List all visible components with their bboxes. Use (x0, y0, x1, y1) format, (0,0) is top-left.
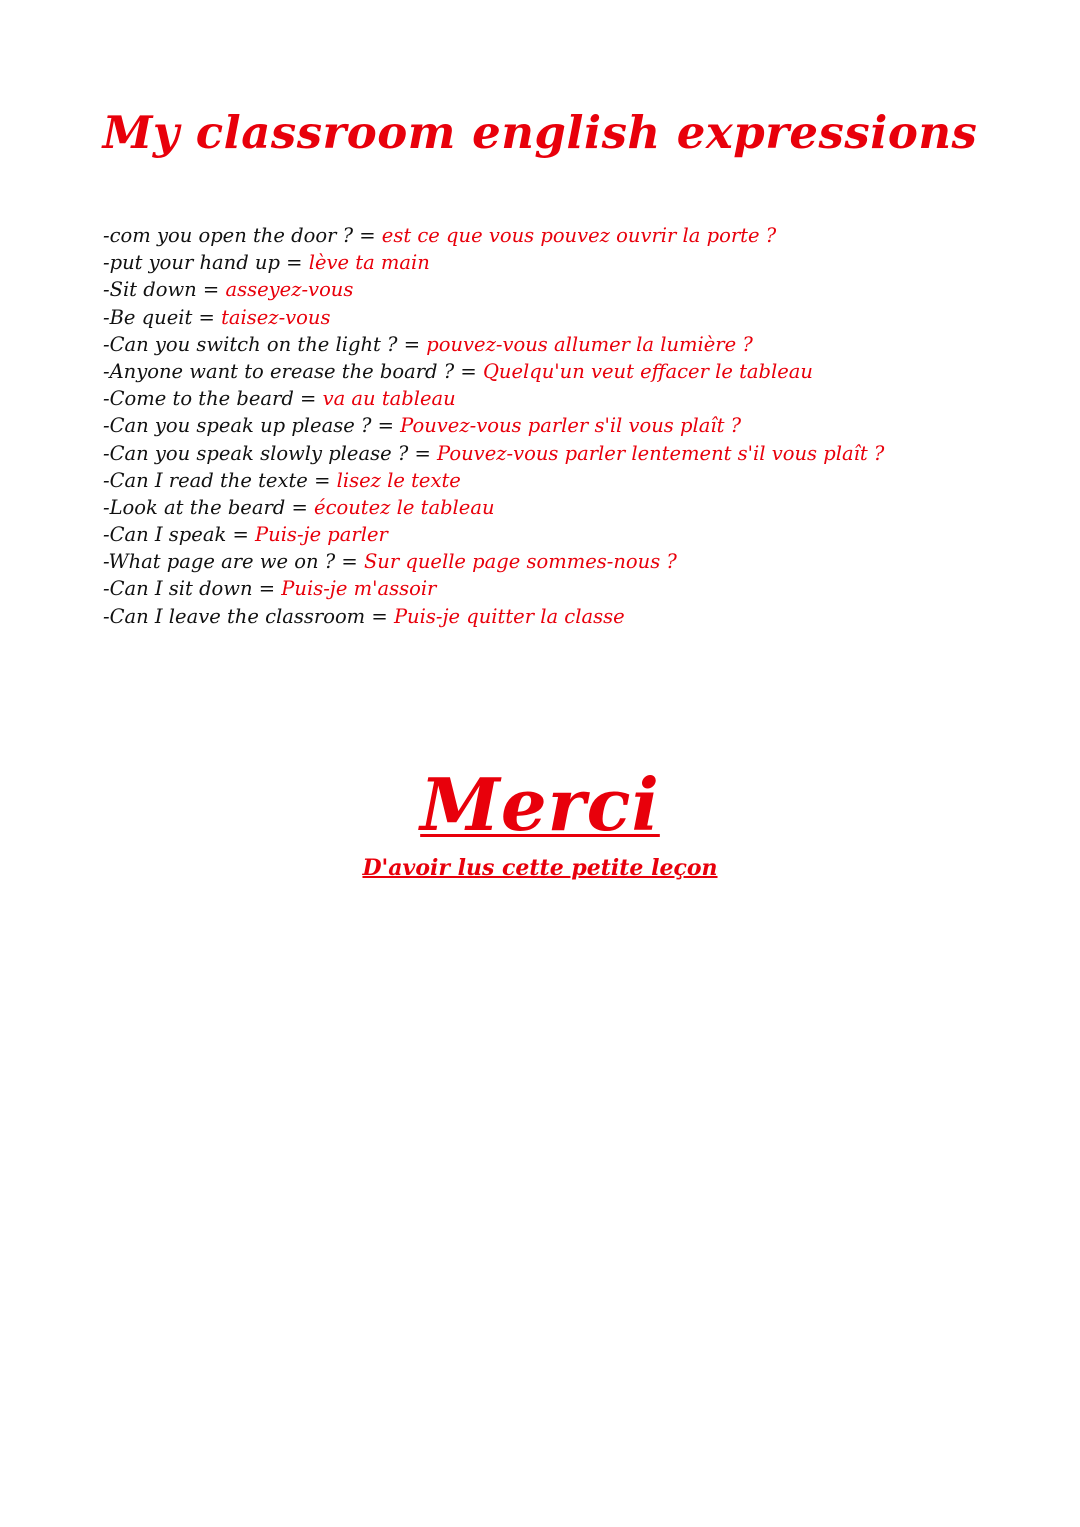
expression-line (103, 249, 1003, 276)
french-translation: Sur quelle page sommes-nous ? (363, 550, 677, 574)
expression-line (103, 603, 1003, 630)
french-translation: Quelqu'un veut effacer le tableau (482, 359, 813, 383)
closing-subtitle: D'avoir lus cette petite leçon (362, 855, 718, 881)
english-phrase: -Can I leave the classroom (103, 604, 366, 628)
page-title: My classroom english expressions (102, 106, 978, 159)
equals-sign: = (314, 468, 331, 492)
english-phrase: -com you open the door ? (103, 224, 354, 247)
equals-sign: = (300, 387, 317, 411)
french-translation: écoutez le tableau (314, 495, 495, 519)
french-translation: Puis-je parler (255, 523, 388, 547)
french-translation: est ce que vous pouvez ouvrir la porte ? (381, 224, 777, 247)
expression-line (103, 494, 1003, 521)
english-phrase: -What page are we on ? (103, 550, 336, 574)
expression-line (103, 467, 1003, 494)
french-translation: va au tableau (322, 387, 456, 411)
equals-sign: = (403, 332, 421, 356)
expression-line (103, 276, 1003, 303)
english-phrase: -Can I speak (103, 523, 227, 547)
expression-line (103, 521, 1003, 548)
english-phrase: -Look at the beard (103, 495, 286, 519)
english-phrase: -Can you speak slowly please ? (103, 441, 409, 465)
french-translation: taisez-vous (221, 305, 331, 329)
french-translation: Pouvez-vous parler s'il vous plaît ? (400, 414, 742, 438)
french-translation: lève ta main (308, 251, 430, 275)
expression-line (103, 575, 1003, 602)
french-translation: Pouvez-vous parler lentement s'il vous plaît ? (437, 441, 885, 465)
english-phrase: -Can I read the texte (103, 468, 308, 492)
french-translation: Puis-je quitter la classe (393, 604, 625, 628)
merci-heading: Merci (420, 762, 660, 847)
equals-sign: = (198, 305, 215, 329)
english-phrase: -Come to the beard (103, 387, 294, 411)
expression-line (103, 331, 1003, 358)
english-phrase: -Anyone want to erease the board ? (103, 359, 455, 383)
expression-line (103, 358, 1003, 385)
english-phrase: -Can you speak up please ? (103, 414, 372, 438)
equals-sign: = (371, 604, 388, 628)
equals-sign: = (414, 441, 431, 465)
french-translation: lisez le texte (336, 468, 461, 492)
french-translation: asseyez-vous (225, 278, 354, 302)
equals-sign: = (341, 550, 358, 574)
expression-line (103, 412, 1003, 439)
expression-line (103, 304, 1003, 331)
equals-sign: = (232, 523, 249, 547)
equals-sign: = (291, 495, 308, 519)
english-phrase: -Can you switch on the light ? (103, 332, 398, 356)
closing-block (0, 760, 1080, 884)
equals-sign: = (258, 577, 276, 601)
equals-sign: = (460, 359, 477, 383)
equals-sign: = (377, 414, 394, 438)
english-phrase: -Sit down (103, 278, 197, 302)
french-translation: pouvez-vous allumer la lumière ? (426, 332, 753, 356)
english-phrase: -put your hand up (103, 251, 280, 275)
expression-line (103, 548, 1003, 575)
french-translation: Puis-je m'assoir (281, 577, 437, 601)
equals-sign: = (202, 278, 220, 302)
expression-line (103, 440, 1003, 467)
expression-list (103, 222, 1003, 630)
english-phrase: -Be queit (103, 305, 193, 329)
expression-line (103, 222, 1003, 249)
expression-line (103, 385, 1003, 412)
equals-sign: = (359, 224, 376, 247)
english-phrase: -Can I sit down (103, 577, 253, 601)
equals-sign: = (286, 251, 303, 275)
